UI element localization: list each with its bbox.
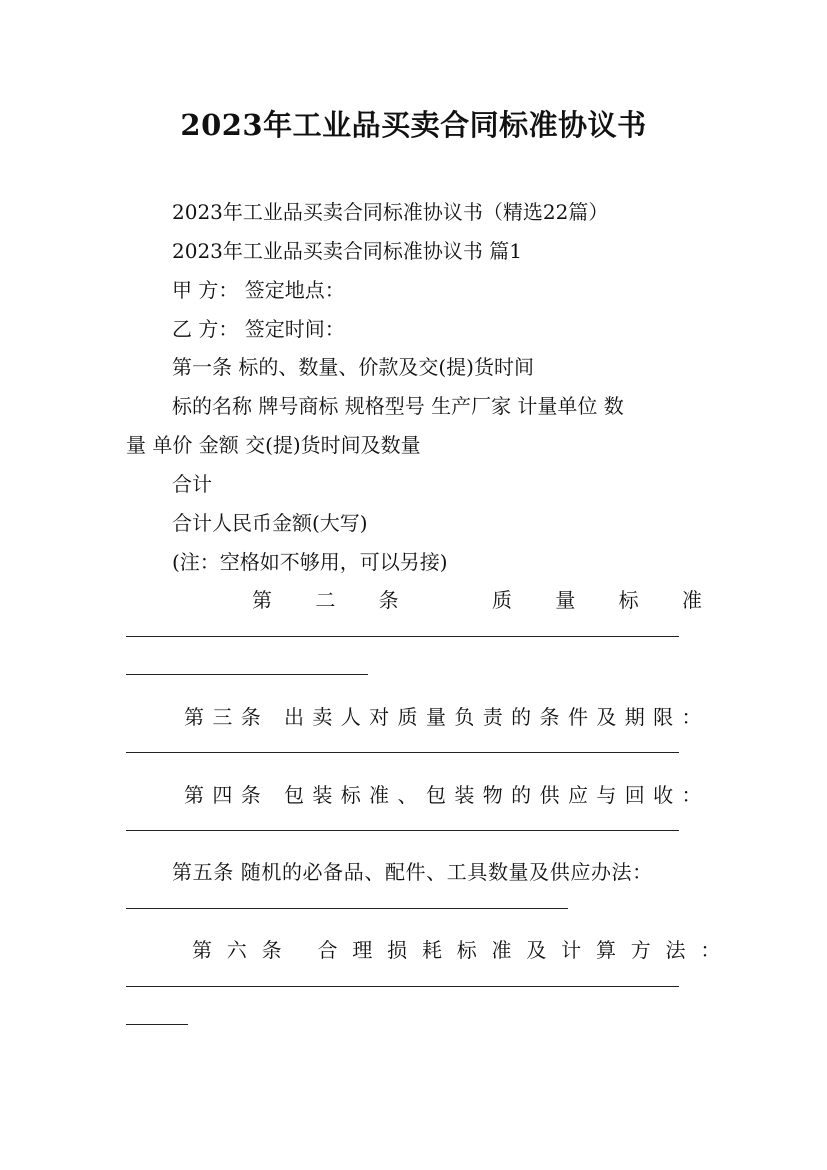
blank-line bbox=[126, 986, 679, 987]
note-line: (注：空格如不够用，可以另接) bbox=[172, 550, 448, 574]
article-2-char: 准 bbox=[681, 588, 702, 612]
article-2 bbox=[252, 588, 702, 612]
blank-line bbox=[126, 674, 368, 675]
article-2-char: 条 bbox=[378, 588, 399, 612]
document-title: 2023年工业品买卖合同标准协议书 bbox=[180, 108, 647, 142]
article-4: 第四条 包装标准、包装物的供应与回收： bbox=[184, 783, 710, 807]
total-rmb-label: 合计人民币金额(大写) bbox=[172, 511, 368, 535]
party-a-line: 甲 方： 签定地点： bbox=[172, 278, 345, 302]
table-header-line-1: 标的名称 牌号商标 规格型号 生产厂家 计量单位 数 bbox=[172, 394, 624, 418]
party-b-line: 乙 方： 签定时间： bbox=[172, 317, 345, 341]
section-heading: 2023年工业品买卖合同标准协议书 篇1 bbox=[172, 239, 522, 263]
blank-line bbox=[126, 830, 679, 831]
article-6: 第六条 合理损耗标准及计算方法： bbox=[192, 938, 736, 962]
total-label: 合计 bbox=[172, 472, 212, 496]
article-2-char: 量 bbox=[555, 588, 576, 612]
article-2-char: 标 bbox=[618, 588, 639, 612]
article-2-char: 二 bbox=[315, 588, 336, 612]
blank-line bbox=[126, 1024, 188, 1025]
blank-line bbox=[126, 908, 568, 909]
article-3: 第三条 出卖人对质量负责的条件及期限： bbox=[184, 705, 710, 729]
blank-line bbox=[126, 752, 679, 753]
blank-line bbox=[126, 636, 679, 637]
article-2-char: 质 bbox=[491, 588, 512, 612]
article-2-char: 第 bbox=[252, 588, 272, 612]
table-header-line-2: 量 单价 金额 交(提)货时间及数量 bbox=[126, 433, 421, 457]
article-1: 第一条 标的、数量、价款及交(提)货时间 bbox=[172, 355, 534, 379]
article-5: 第五条 随机的必备品、配件、工具数量及供应办法： bbox=[172, 860, 653, 884]
subtitle-selection: 2023年工业品买卖合同标准协议书（精选22篇） bbox=[172, 200, 609, 224]
